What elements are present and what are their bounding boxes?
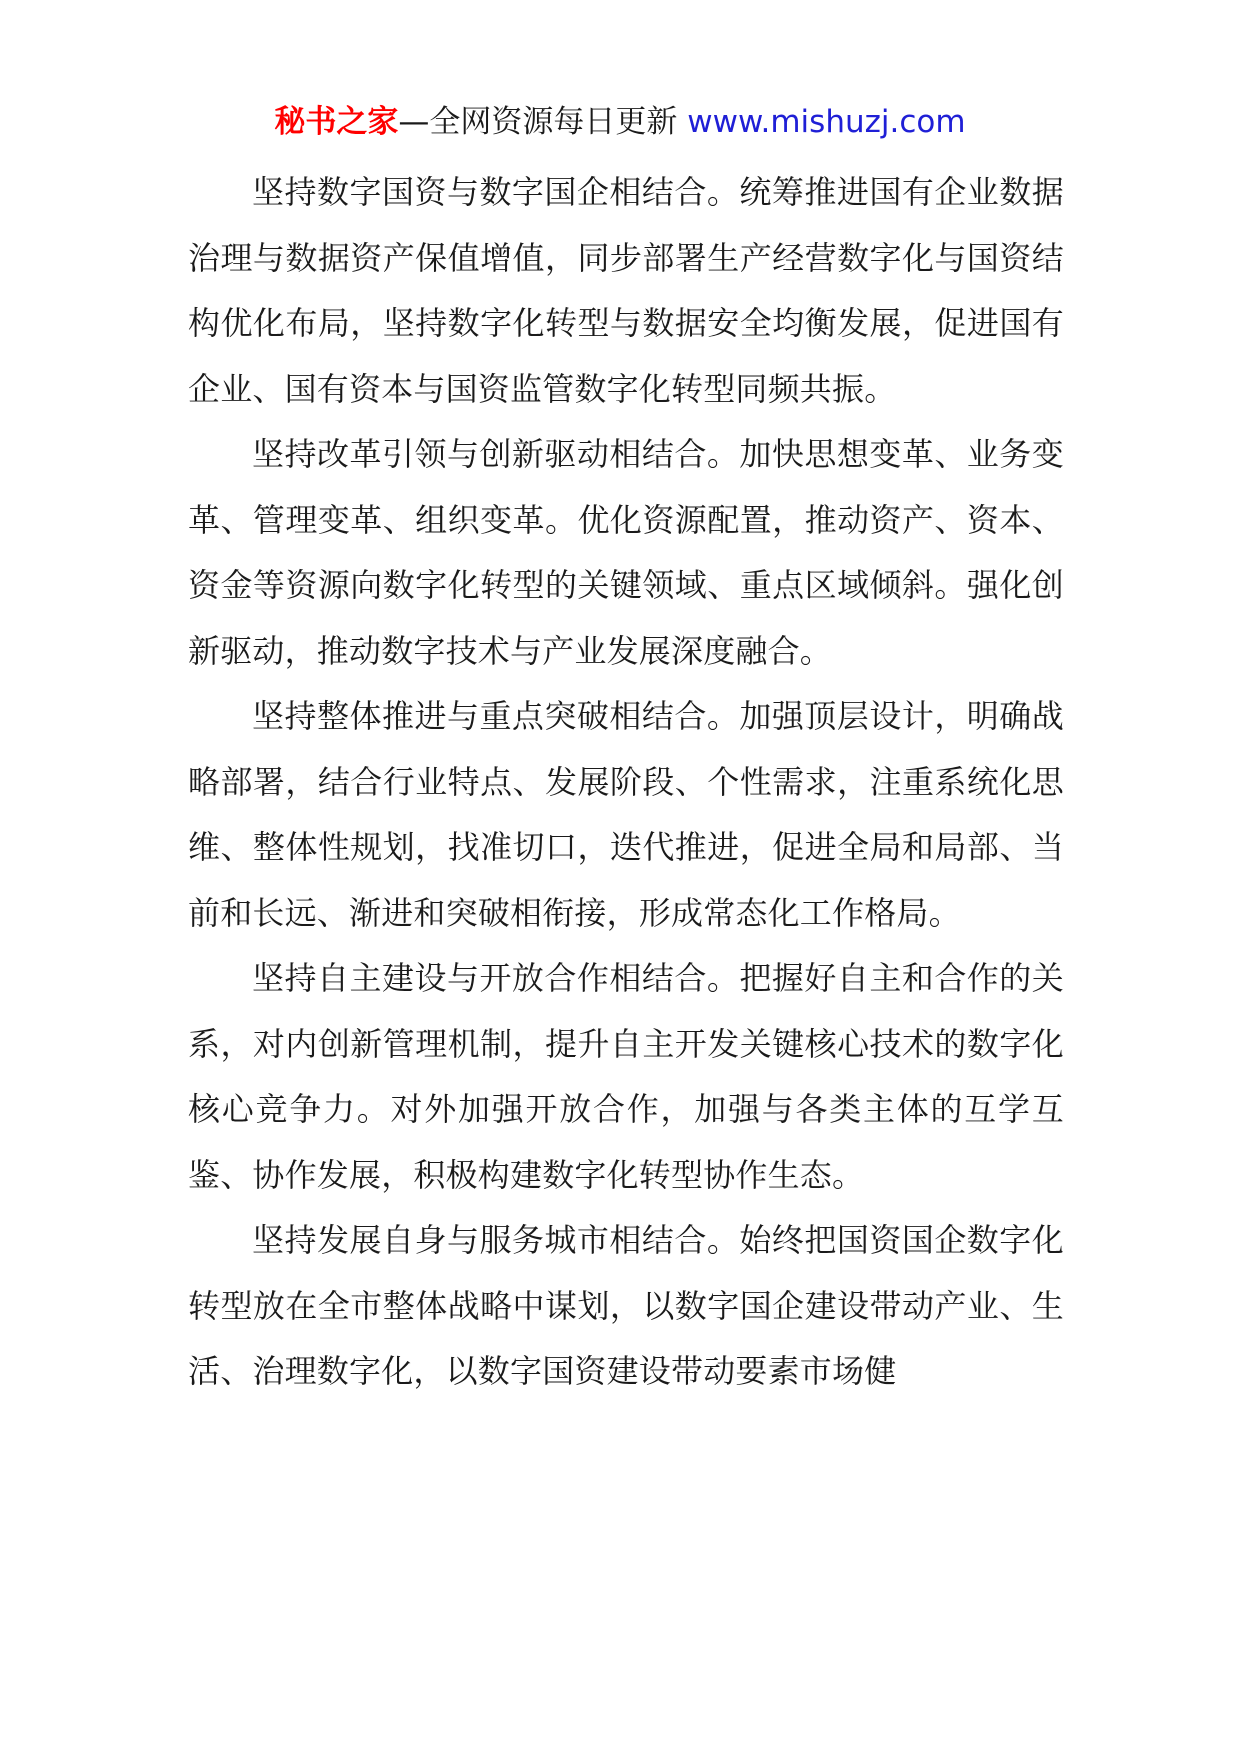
paragraph-autonomy-cooperation: 坚持自主建设与开放合作相结合。把握好自主和合作的关系，对内创新管理机制，提升自主开发关键核心技术的数字化核心竞争力。对外加强开放合作，加强与各类主体的互学互鉴、协作发展，积极构建数字化转型协作生态。 bbox=[188, 959, 1064, 1194]
paragraph-overall-breakthrough: 坚持整体推进与重点突破相结合。加强顶层设计，明确战略部署，结合行业特点、发展阶段、个性需求，注重系统化思维、整体性规划，找准切口，迭代推进，促进全局和局部、当前和长远、渐进和突破相衔接，形成常态化工作格局。 bbox=[188, 697, 1064, 932]
document-body bbox=[188, 160, 1064, 1405]
site-url-link[interactable]: www.mishuzj.com bbox=[687, 104, 966, 140]
page-header bbox=[0, 100, 1240, 144]
brand-name: 秘书之家 bbox=[274, 104, 399, 140]
paragraph-self-development-city: 坚持发展自身与服务城市相结合。始终把国资国企数字化转型放在全市整体战略中谋划，以数字国企建设带动产业、生活、治理数字化，以数字国资建设带动要素市场健 bbox=[188, 1221, 1064, 1390]
header-tagline: —全网资源每日更新 bbox=[398, 104, 678, 140]
paragraph-reform-innovation: 坚持改革引领与创新驱动相结合。加快思想变革、业务变革、管理变革、组织变革。优化资源配置，推动资产、资本、资金等资源向数字化转型的关键领域、重点区域倾斜。强化创新驱动，推动数字技术与产业发展深度融合。 bbox=[188, 435, 1064, 670]
paragraph-digital-soe: 坚持数字国资与数字国企相结合。统筹推进国有企业数据治理与数据资产保值增值，同步部署生产经营数字化与国资结构优化布局，坚持数字化转型与数据安全均衡发展，促进国有企业、国有资本与国资监管数字化转型同频共振。 bbox=[188, 173, 1064, 408]
